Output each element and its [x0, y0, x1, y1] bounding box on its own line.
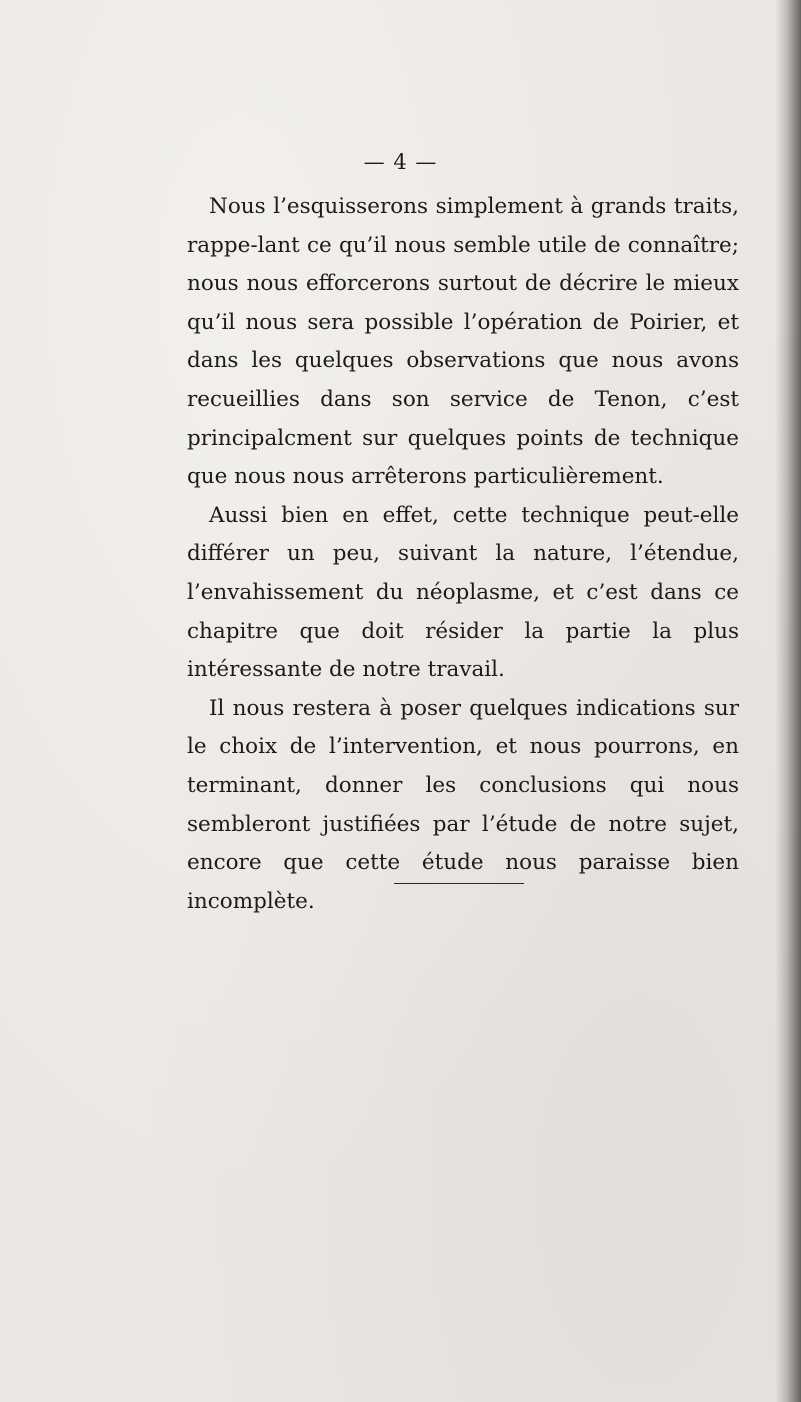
paragraph-1: Nous l’esquisserons simplement à grands traits, rappe-lant ce qu’il nous semble utile de connaître; nous nous efforcerons surtout de décrire le mieux qu’il nous sera possible l’opération de Poirier, et dans les quelques observations que nous avons recueillies dans son service de Tenon, c’est principalcment sur quelques points de technique que nous nous arrêterons particulièrement. [187, 194, 739, 490]
body-text [187, 188, 739, 921]
section-divider-rule [394, 883, 524, 884]
binding-edge-shadow [775, 0, 801, 1402]
paragraph-3: Il nous restera à poser quelques indications sur le choix de l’intervention, et nous pourrons, en terminant, donner les conclusions qui nous sembleront justifiées par l’étude de notre sujet, encore que cette étude nous paraisse bien incomplète. [187, 695, 739, 914]
page-number: — 4 — [363, 150, 438, 174]
paragraph-2: Aussi bien en effet, cette technique peut-elle différer un peu, suivant la nature, l’étendue, l’envahissement du néoplasme, et c’est dans ce chapitre que doit résider la partie la plus intéressante de notre travail. [187, 502, 739, 683]
